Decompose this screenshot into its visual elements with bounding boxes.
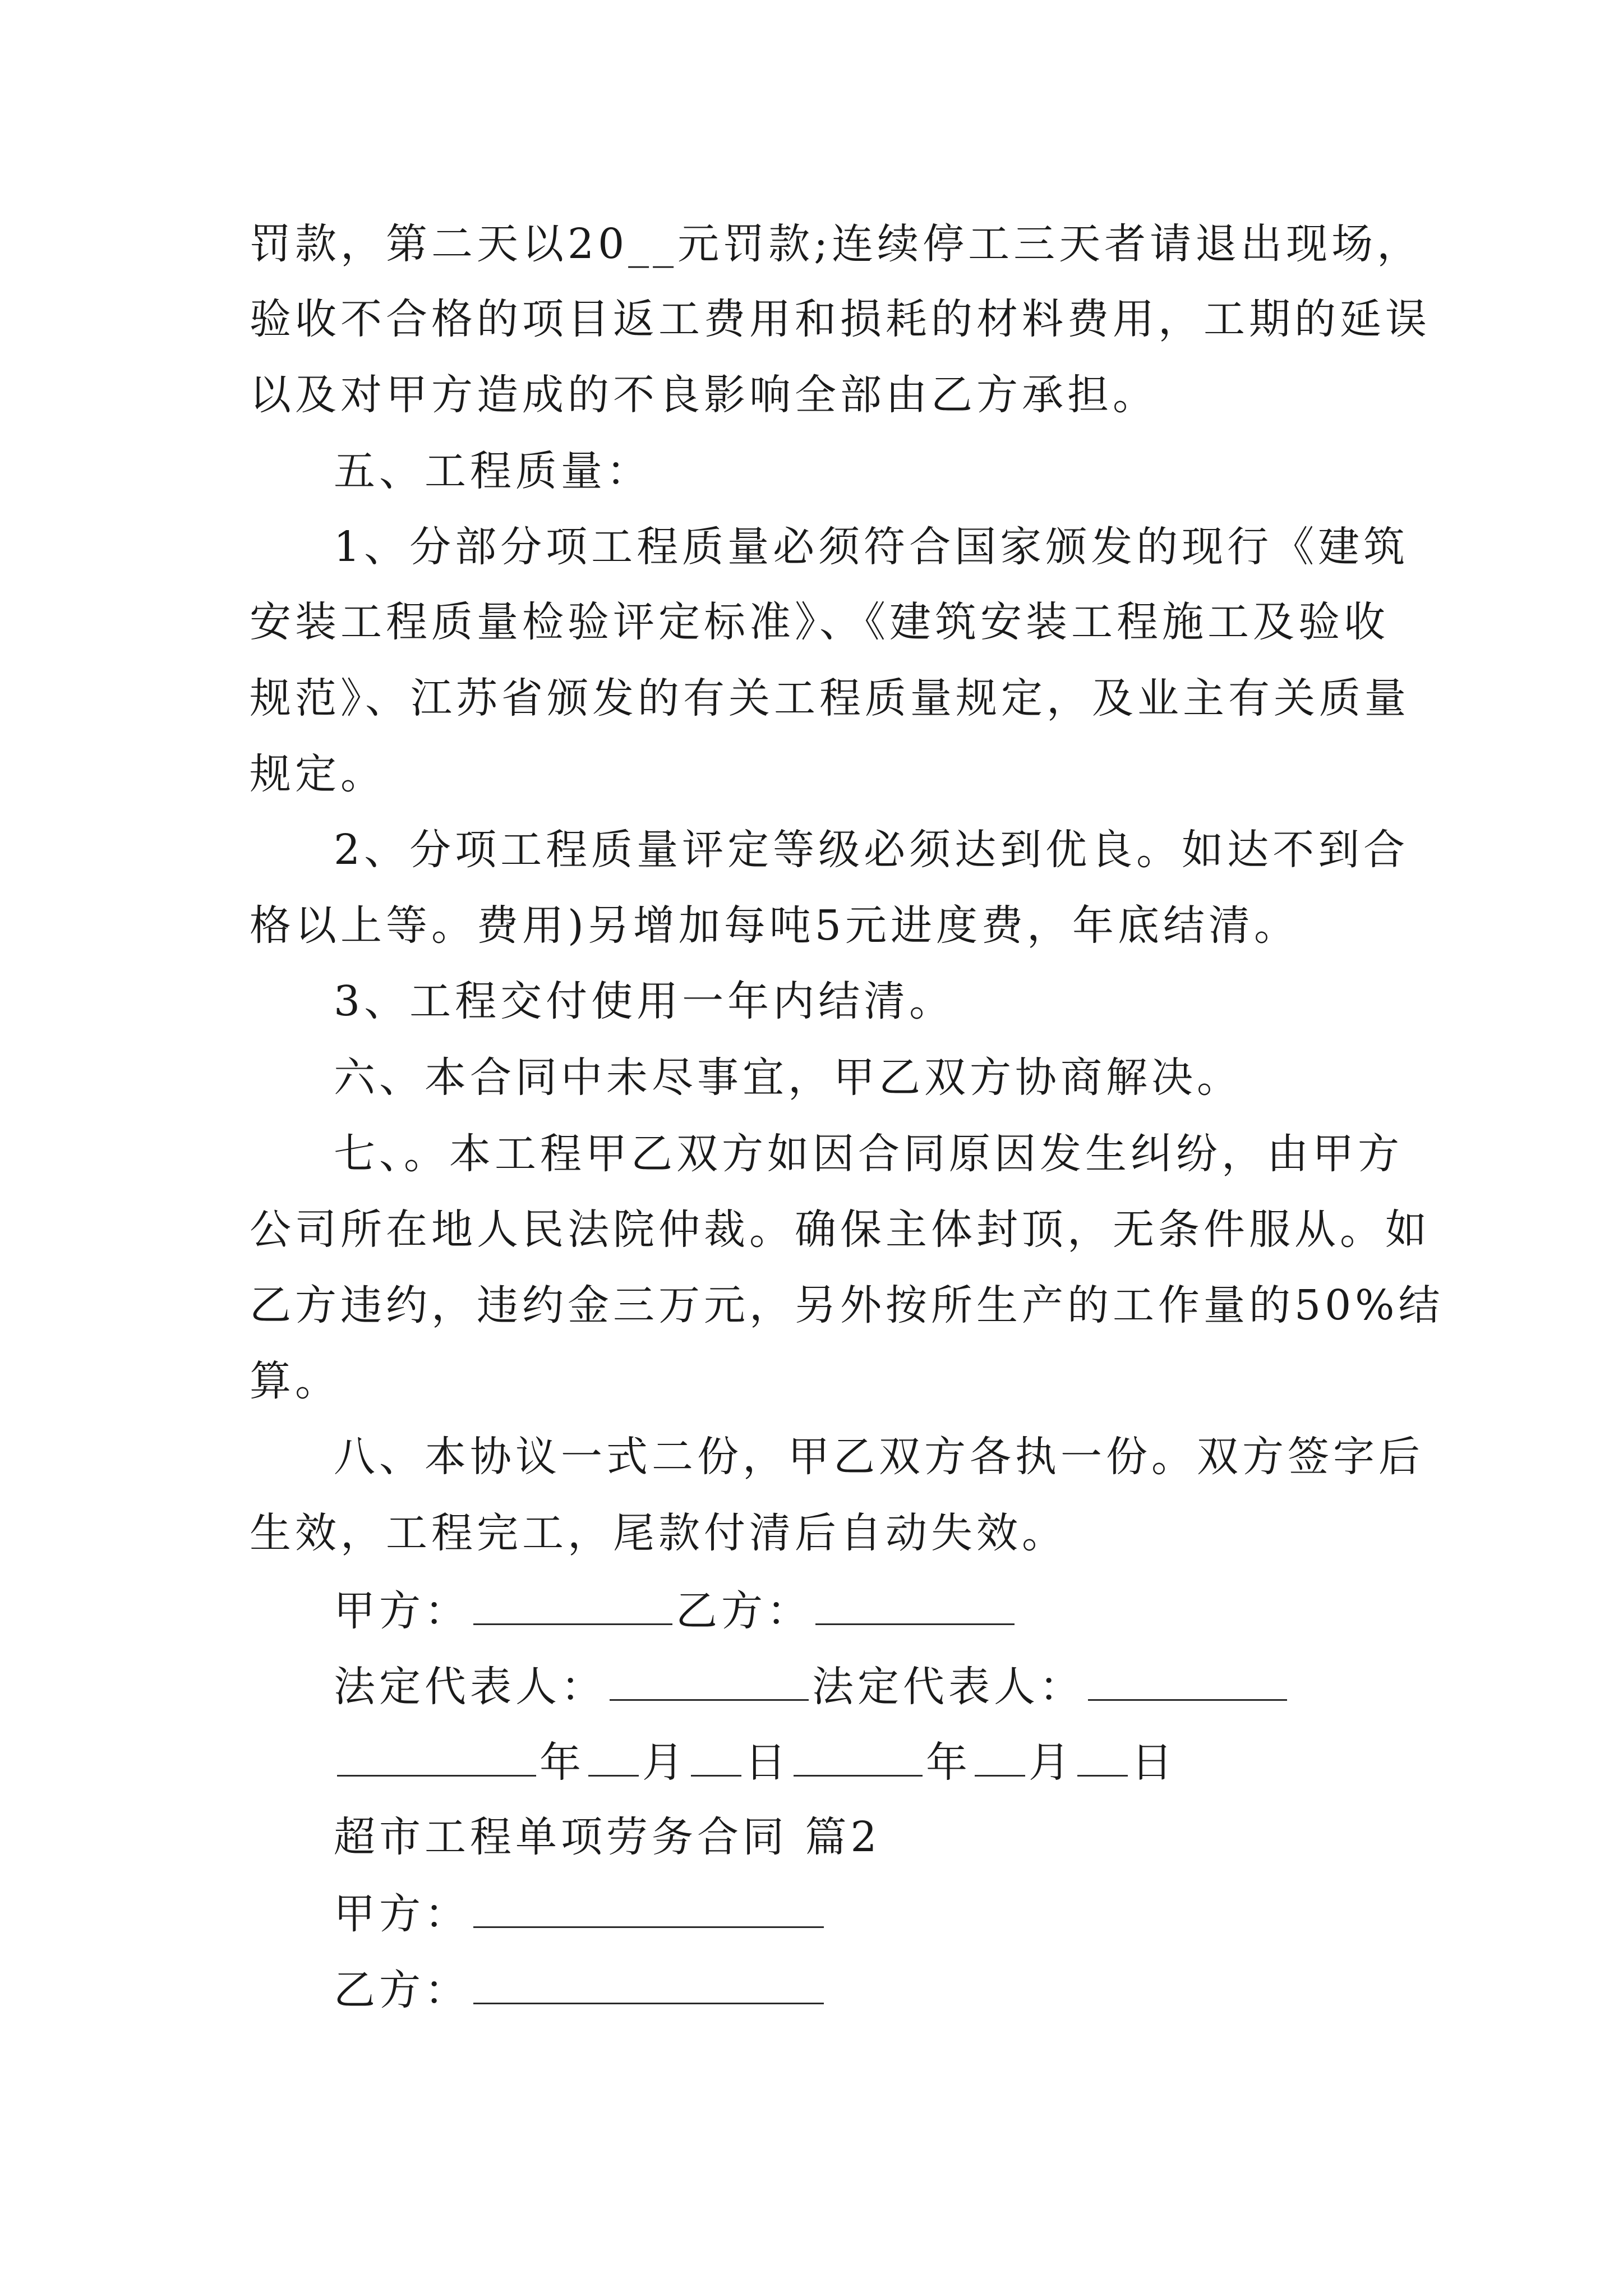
party-a-blank[interactable] <box>473 1589 672 1625</box>
party-b-label: 乙方： <box>676 1587 812 1635</box>
day-a-label: 日 <box>745 1738 790 1787</box>
paragraph-line: 罚款，第二天以20__元罚款;连续停工三天者请退出现场， <box>250 220 1423 268</box>
month-a-label: 月 <box>642 1738 688 1787</box>
next-section-title: 超市工程单项劳务合同 篇2 <box>334 1813 881 1861</box>
next-party-b-row <box>334 1966 1472 2014</box>
paragraph-line: 生效，工程完工，尾款付清后自动失效。 <box>250 1509 1067 1557</box>
year-b-label: 年 <box>926 1738 971 1787</box>
year-a-blank[interactable] <box>337 1740 536 1777</box>
year-b-blank[interactable] <box>794 1740 923 1777</box>
day-b-label: 日 <box>1131 1738 1177 1787</box>
paragraph-line: 公司所在地人民法院仲裁。确保主体封顶，无条件服从。如 <box>250 1205 1431 1254</box>
paragraph-line: 六、本合同中未尽事宜，甲乙双方协商解决。 <box>334 1053 1242 1102</box>
paragraph-line: 2、分项工程质量评定等级必须达到优良。如达不到合 <box>334 826 1409 874</box>
paragraph-line: 七、。本工程甲乙双方如因合同原因发生纠纷，由甲方 <box>334 1130 1403 1178</box>
year-a-label: 年 <box>540 1738 585 1787</box>
next-party-b-label: 乙方： <box>334 1966 470 2014</box>
month-a-blank[interactable] <box>588 1740 639 1777</box>
month-b-blank[interactable] <box>975 1740 1025 1777</box>
month-b-label: 月 <box>1029 1738 1074 1787</box>
day-a-blank[interactable] <box>691 1740 741 1777</box>
paragraph-line: 乙方违约，违约金三万元，另外按所生产的工作量的50%结 <box>250 1281 1444 1329</box>
party-b-blank[interactable] <box>815 1589 1015 1625</box>
next-party-a-label: 甲方： <box>334 1890 470 1938</box>
signature-parties-row <box>334 1587 1472 1635</box>
paragraph-line: 安装工程质量检验评定标准》、《建筑安装工程施工及验收 <box>250 598 1389 646</box>
paragraph-line: 格以上等。费用)另增加每吨5元进度费，年底结清。 <box>250 901 1299 950</box>
rep-a-label: 法定代表人： <box>334 1663 606 1711</box>
paragraph-line: 1、分部分项工程质量必须符合国家颁发的现行《建筑 <box>334 523 1409 571</box>
signature-representatives-row <box>334 1663 1472 1711</box>
paragraph-line: 算。 <box>250 1357 340 1405</box>
rep-a-blank[interactable] <box>610 1664 809 1701</box>
next-party-a-row <box>334 1890 1472 1938</box>
party-a-label: 甲方： <box>334 1587 470 1635</box>
paragraph-line: 八、本协议一式二份，甲乙双方各执一份。双方签字后 <box>334 1433 1424 1481</box>
paragraph-line: 规范》、江苏省颁发的有关工程质量规定，及业主有关质量 <box>250 674 1410 723</box>
section-heading-quality: 五、工程质量： <box>334 447 652 495</box>
rep-b-label: 法定代表人： <box>812 1663 1085 1711</box>
paragraph-line: 规定。 <box>250 750 386 798</box>
paragraph-line: 以及对甲方造成的不良影响全部由乙方承担。 <box>250 371 1158 419</box>
signature-date-row <box>334 1738 1472 1787</box>
paragraph-line: 验收不合格的项目返工费用和损耗的材料费用，工期的延误 <box>250 295 1431 343</box>
next-party-b-blank[interactable] <box>473 1968 824 2004</box>
paragraph-line: 3、工程交付使用一年内结清。 <box>334 977 955 1025</box>
day-b-blank[interactable] <box>1077 1740 1128 1777</box>
next-party-a-blank[interactable] <box>473 1892 824 1928</box>
rep-b-blank[interactable] <box>1088 1664 1287 1701</box>
